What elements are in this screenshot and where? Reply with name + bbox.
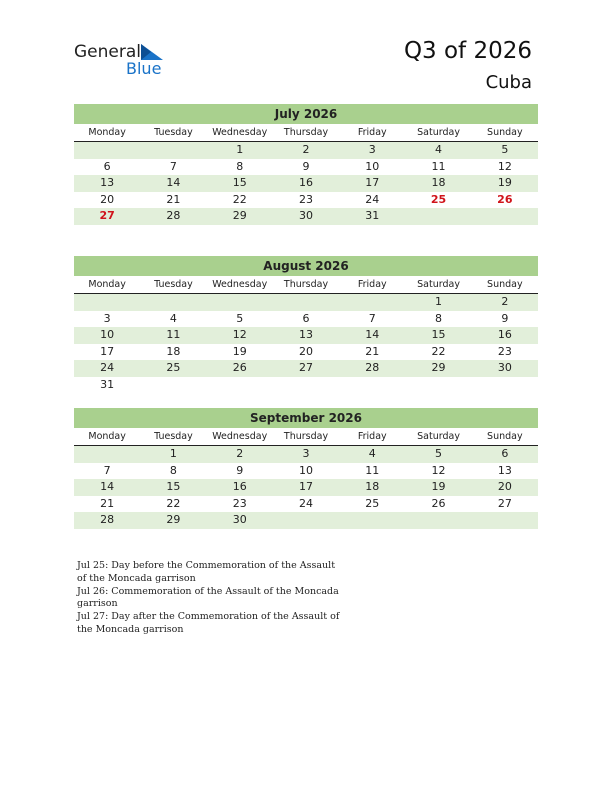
holiday-note: Jul 27: Day after the Commemoration of the Assault of the Moncada garrison [77,611,340,635]
day-cell: 24 [100,361,115,374]
day-cell: 5 [236,311,244,325]
day-cell: 11 [166,328,181,341]
holiday-day-cell: 26 [497,192,513,206]
day-cell: 12 [497,159,512,173]
day-cell: 26 [431,496,446,510]
week-row [74,512,538,529]
week-row [74,479,538,496]
day-cell: 20 [298,344,313,358]
weekday-label: Monday [88,431,126,442]
day-cell: 7 [103,463,111,477]
day-cell: 4 [368,447,376,460]
day-cell [140,294,206,311]
page-title: Q3 of 2026 [403,38,532,64]
day-cell: 27 [497,496,512,510]
holiday-day-cell: 25 [430,192,447,206]
weekday-label: Wednesday [212,431,268,442]
day-cell: 26 [232,361,247,374]
day-cell: 20 [497,480,512,493]
day-cell: 16 [232,480,247,493]
day-cell: 23 [497,344,512,358]
weekday-label: Tuesday [154,127,193,138]
day-cell: 24 [365,192,380,206]
day-cell: 13 [298,328,313,341]
day-cell: 14 [100,480,115,493]
weekday-header-row [74,276,538,294]
month-august [74,256,538,393]
day-cell: 16 [298,176,313,189]
weekday-label: Tuesday [154,279,193,290]
day-cell: 21 [166,192,181,206]
week-row [74,360,538,377]
day-cell: 31 [100,377,115,391]
week-row [74,208,538,225]
day-cell: 12 [232,328,247,341]
day-cell [140,377,206,394]
day-cell: 25 [166,361,181,374]
weekday-label: Wednesday [212,279,268,290]
day-cell: 14 [365,328,380,341]
weekday-header-row [74,428,538,446]
day-cell [74,294,140,311]
holiday-notes [77,560,347,637]
holiday-note: Jul 25: Day before the Commemoration of the Assault of the Moncada garrison [77,560,336,584]
day-cell [273,377,339,394]
day-cell: 27 [298,361,313,374]
week-row [74,446,538,463]
day-cell: 14 [166,176,181,189]
day-cell: 10 [365,159,380,173]
week-row [74,311,538,328]
weekday-label: Wednesday [212,127,268,138]
day-cell: 19 [497,176,512,189]
day-cell: 13 [100,176,115,189]
weekday-label: Friday [357,279,387,290]
day-cell: 21 [100,496,115,510]
day-cell [405,512,471,529]
day-cell [74,446,140,463]
day-cell: 6 [302,311,310,325]
holiday-note: Jul 26: Commemoration of the Assault of the Moncada garrison [77,585,339,610]
day-cell [207,377,273,394]
logo-word-blue: Blue [126,59,162,78]
day-cell: 22 [431,344,446,358]
day-cell: 7 [368,311,376,325]
weekday-label: Friday [357,127,387,138]
day-cell: 17 [365,176,380,189]
week-row [74,327,538,344]
week-row [74,192,538,209]
day-cell [472,512,538,529]
day-cell: 21 [365,344,380,358]
day-cell: 3 [368,143,376,156]
weekday-label: Sunday [487,127,523,138]
day-cell: 16 [497,328,512,341]
weekday-label: Sunday [487,279,523,290]
holiday-day-cell: 27 [99,209,115,222]
day-cell: 28 [100,513,115,526]
day-cell: 9 [236,463,244,477]
day-cell: 25 [365,496,380,510]
day-cell: 9 [501,311,509,325]
day-cell [74,142,140,159]
weekday-label: Sunday [487,431,523,442]
day-cell: 30 [497,361,512,374]
day-cell: 18 [166,344,181,358]
day-cell: 1 [435,295,443,308]
weekday-label: Thursday [283,279,329,290]
day-cell: 13 [497,463,512,477]
day-cell: 22 [166,496,181,510]
day-cell: 2 [501,295,509,308]
day-cell: 30 [298,209,313,222]
month-july [74,104,538,225]
day-cell: 10 [298,463,313,477]
day-cell: 23 [298,192,313,206]
week-row [74,159,538,176]
day-cell: 4 [435,143,443,156]
day-cell [405,208,471,225]
day-cell: 22 [232,192,247,206]
day-cell: 11 [431,159,446,173]
day-cell: 15 [431,328,446,341]
weekday-header-row [74,124,538,142]
day-cell: 8 [236,159,244,173]
weekday-label: Monday [88,127,126,138]
day-cell: 4 [169,311,177,325]
logo-flag-icon [141,44,163,60]
day-cell: 10 [100,328,115,341]
month-header: August 2026 [74,256,538,276]
week-row [74,294,538,311]
week-row [74,463,538,480]
weekday-label: Saturday [417,431,460,442]
week-row [74,142,538,159]
day-cell: 3 [302,447,310,460]
day-cell [207,294,273,311]
day-cell: 8 [435,311,443,325]
day-cell: 15 [232,176,247,189]
day-cell: 5 [435,447,443,460]
day-cell: 7 [169,159,177,173]
weekday-label: Thursday [283,431,329,442]
day-cell: 9 [302,159,310,173]
day-cell: 19 [232,344,247,358]
day-cell: 20 [100,192,115,206]
weekday-label: Monday [88,279,126,290]
day-cell [405,377,471,394]
day-cell: 12 [431,463,446,477]
weekday-label: Saturday [417,127,460,138]
month-september [74,408,538,529]
day-cell: 18 [431,176,446,189]
day-cell [140,142,206,159]
day-cell: 1 [169,447,177,460]
day-cell: 8 [169,463,177,477]
week-row [74,496,538,513]
day-cell: 6 [501,447,509,460]
day-cell [339,512,405,529]
month-header: September 2026 [74,408,538,428]
day-cell: 1 [236,143,244,156]
day-cell [273,294,339,311]
country-name: Cuba [485,72,532,93]
weekday-label: Saturday [417,279,460,290]
logo-word-general: General [74,42,141,62]
day-cell [339,377,405,394]
day-cell: 29 [166,513,181,526]
day-cell: 17 [100,344,115,358]
day-cell: 2 [302,143,310,156]
week-row [74,377,538,394]
day-cell: 31 [365,209,380,222]
weekday-label: Thursday [283,127,329,138]
week-row [74,344,538,361]
day-cell: 6 [103,159,111,173]
day-cell: 24 [298,496,313,510]
day-cell: 11 [365,463,380,477]
day-cell: 18 [365,480,380,493]
day-cell [339,294,405,311]
day-cell: 17 [298,480,313,493]
month-header: July 2026 [74,104,538,124]
day-cell: 23 [232,496,247,510]
day-cell: 15 [166,480,181,493]
day-cell [273,512,339,529]
day-cell: 2 [236,447,244,460]
day-cell: 28 [166,209,181,222]
day-cell [472,208,538,225]
day-cell: 30 [232,513,247,526]
weekday-label: Tuesday [154,431,193,442]
day-cell: 5 [501,143,509,156]
day-cell: 29 [431,361,446,374]
day-cell: 3 [103,311,111,325]
weekday-label: Friday [357,431,387,442]
day-cell: 19 [431,480,446,493]
day-cell [472,377,538,394]
day-cell: 28 [365,361,380,374]
week-row [74,175,538,192]
day-cell: 29 [232,209,247,222]
